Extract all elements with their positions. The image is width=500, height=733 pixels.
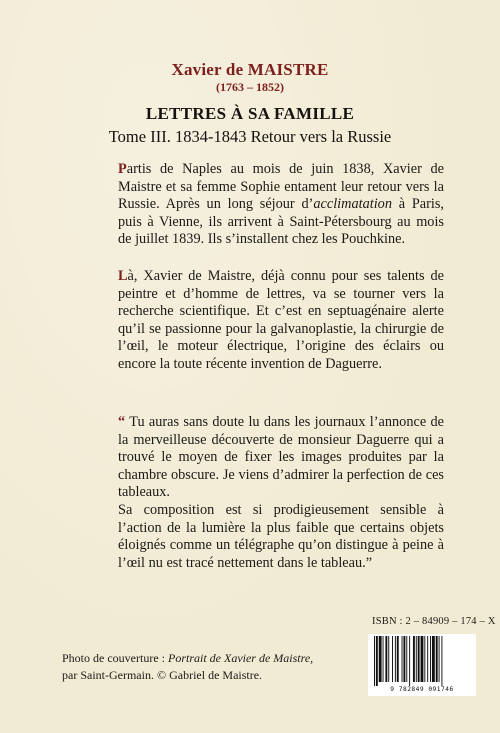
quote-paragraph-2 bbox=[118, 502, 444, 572]
paragraph-text: à, Xavier de Maistre, déjà connu pour ses talents de peintre et d’homme de lettres, va se tourner vers la recherche scientifique. Et c’est en septuagénaire alerte qu’il se passionne pour la galvanoplastie, la chirurgie de l’œil, le moteur électrique, l’origine des éclairs ou encore la toute récente invention de Daguerre. bbox=[118, 268, 444, 372]
credit-portrait-title: Portrait de Xavier de Maistre, bbox=[167, 651, 314, 665]
barcode-bars bbox=[372, 636, 472, 686]
book-title: LETTRES À SA FAMILLE bbox=[145, 104, 355, 123]
isbn-label: ISBN : 2 – 84909 – 174 – X bbox=[372, 616, 496, 627]
credit-author: par Saint-Germain. © Gabriel de Maistre. bbox=[62, 668, 263, 682]
paragraph-text: artis de Naples au mois de juin 1838, Xavier de Maistre et sa femme Sophie entament leur retour vers la Russie. Après un long séjour d’ bbox=[118, 161, 444, 213]
book-subtitle: Tome III. 1834-1843 Retour vers la Russie bbox=[108, 127, 392, 146]
author-dates: (1763 – 1852) bbox=[216, 80, 284, 94]
author-name: Xavier de MAISTRE bbox=[171, 60, 329, 79]
barcode bbox=[368, 634, 476, 696]
opening-quote-mark: “ bbox=[118, 414, 126, 430]
quote-text: Sa composition est si prodigieusement sensible à l’action de la lumière la plus faible que certains objets éloignés comme un télégraphe qu’on distingue à peine à l’œil nu est tracé nettement dans le tableau.” bbox=[118, 502, 444, 571]
quote-paragraph-1 bbox=[118, 414, 444, 502]
drop-cap: P bbox=[118, 161, 127, 177]
paragraph-text: à Paris, puis à Vienne, ils arrivent à Saint-Pétersbourg au mois de juillet 1839. Ils s’installent chez les Pouchkine. bbox=[118, 196, 444, 248]
credit-prefix: Photo de couverture : bbox=[62, 651, 168, 665]
drop-cap: L bbox=[118, 268, 128, 284]
italic-word: acclimatation bbox=[313, 196, 392, 213]
intro-paragraph-2 bbox=[118, 268, 444, 374]
intro-paragraph-1 bbox=[118, 161, 444, 249]
barcode-digits: 9 782849 091746 bbox=[390, 686, 454, 693]
photo-credit bbox=[62, 650, 362, 684]
quote-text: Tu auras sans doute lu dans les journaux l’annonce de la merveilleuse découverte de monsieur Daguerre qui a trouvé le moyen de fixer les images produites par la chambre obscure. Je viens d’admirer la perfection de ces tableaux. bbox=[118, 414, 444, 501]
